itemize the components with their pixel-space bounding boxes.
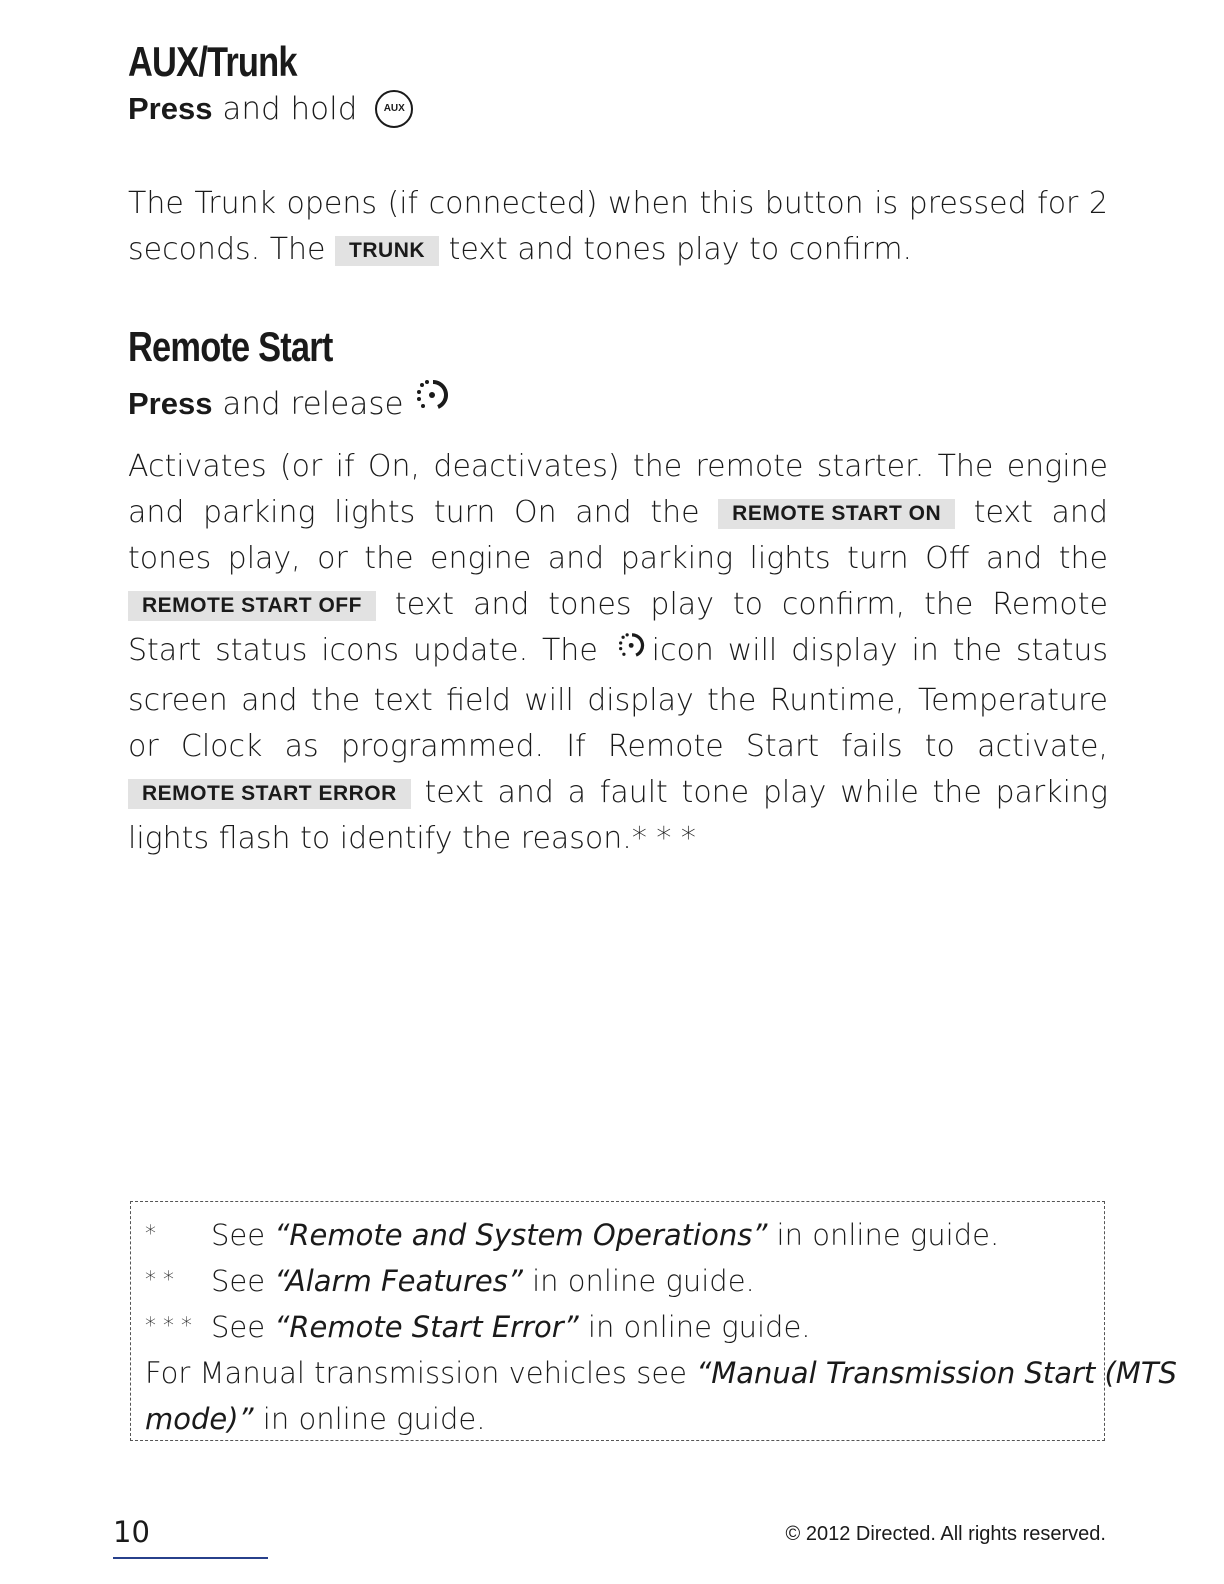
footnote-title: “Remote and System Operations” [274,1218,768,1252]
remote-start-icon [413,376,453,426]
manual-note-rest: in online guide. [253,1402,486,1436]
aux-trunk-heading: AUX/Trunk [128,38,297,85]
remote-start-heading: Remote Start [128,323,333,370]
remote-instruction-release: and release [212,386,404,422]
remote-text-2: text and tones play, or the engine and parking lights turn Off and the [128,495,1108,576]
manual-note-line-1 [145,1350,1177,1396]
manual-note-text: For Manual transmission vehicles see [145,1356,697,1390]
aux-button-label: AUX [383,103,405,114]
footnote-mark: * [145,1222,156,1247]
footnote-mark: * * * [145,1314,192,1339]
manual-note-title-1: “Manual Transmission Start (MTS [696,1356,1177,1390]
aux-text-2: text and tones play to confirm. [439,232,913,267]
remote-start-inline-icon [612,630,652,678]
aux-description [128,181,1108,273]
manual-note-line-2 [145,1396,1090,1442]
footnote-title: “Remote Start Error” [274,1310,579,1344]
remote-instruction [128,376,453,426]
footnote-see: See [211,1310,275,1344]
footnote-2 [145,1258,1090,1304]
aux-button-icon [375,90,413,128]
footnote-see: See [211,1218,275,1252]
footnote-see: See [211,1264,275,1298]
footnote-box [130,1201,1177,1441]
remote-start-off-tag: REMOTE START OFF [128,591,376,621]
footnote-rest: in online guide. [767,1218,1000,1252]
remote-description [128,444,1108,862]
page-number-underline [113,1557,268,1559]
remote-start-error-tag: REMOTE START ERROR [128,779,411,809]
remote-text-5: text and a fault tone play while the parking lights flash to identify the reason.* * * [128,775,1108,856]
page-number: 10 [113,1515,150,1549]
trunk-tag: TRUNK [335,236,439,266]
aux-instruction [128,90,413,128]
aux-instruction-hold: and hold [212,91,358,127]
aux-instruction-press: Press [128,91,213,126]
footnote-title: “Alarm Features” [274,1264,523,1298]
footnote-rest: in online guide. [578,1310,811,1344]
footnote-rest: in online guide. [522,1264,755,1298]
remote-text-4: icon will display in the status screen and the text field will display the Runtime, Temperature or Clock as programmed. If Remote Start fails to activate, [128,633,1108,764]
footnote-1 [145,1212,1090,1258]
footnote-mark: * * [145,1268,174,1293]
remote-text-1: Activates (or if On, deactivates) the remote starter. The engine and parking lights turn On and the [128,449,1108,530]
remote-start-on-tag: REMOTE START ON [718,499,955,529]
aux-text-1: The Trunk opens (if connected) when this button is pressed for 2 seconds. The [128,186,1108,267]
copyright: © 2012 Directed. All rights reserved. [785,1523,1106,1545]
footnote-3 [145,1304,1090,1350]
remote-instruction-press: Press [128,386,213,421]
remote-text-3: text and tones play to confirm, the Remote Start status icons update. The [128,587,1108,668]
manual-note-title-2: mode)” [145,1402,254,1436]
